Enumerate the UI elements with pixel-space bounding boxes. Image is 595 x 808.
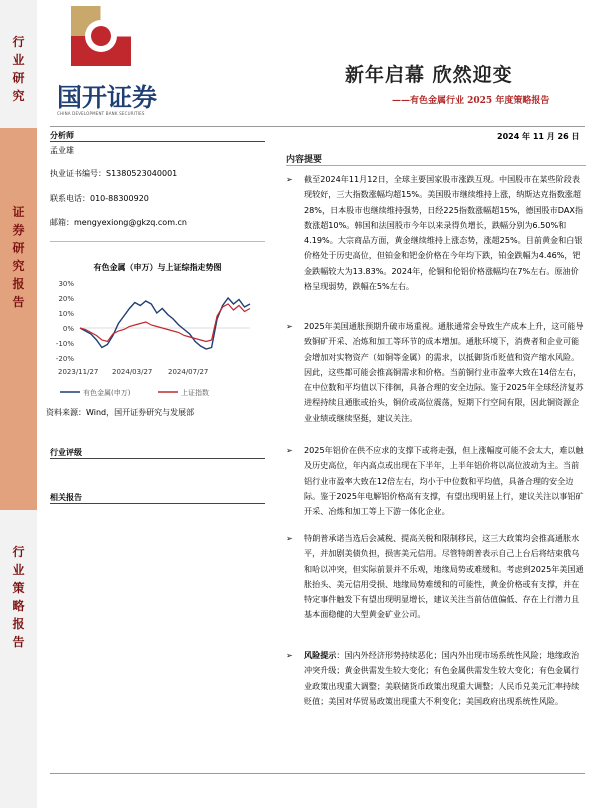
header-divider — [50, 126, 585, 127]
related-underline — [50, 503, 265, 504]
paragraph-text: 2025年美国通胀预期升破市场重视。通胀通常会导致生产成本上升，这可能导致铜矿开采、冶炼和加工等环节的成本增加。通胀环境下，消费者和企业可能会增加对实物资产（如铜等金属）的需求，以抵御货币贬值和资产缩水风险。因此，这些都可能会推高铜需求和价格。当前铜行业市盈率大致在14倍左右，在中位数和平均值以下徘徊，具备合理的安全边际。鉴于2025年全球经济复苏进程持续且通胀或抬头，铜价或高位震荡，短期下行空间有限，因此铜资源企业业绩或继续坚挺，建议关注。 — [304, 321, 584, 423]
summary-heading: 内容提要 — [286, 155, 323, 165]
report-title: 新年启幕 欣然迎变 — [345, 64, 513, 86]
bullet-icon: ➢ — [286, 651, 293, 660]
x-tick-label: 2023/11/27 — [58, 368, 99, 376]
bullet-icon: ➢ — [286, 534, 293, 543]
paragraph-text: 特朗普承诺当选后会减税、提高关税和限制移民，这三大政策均会推高通胀水平，并加剧美债负担，损害美元信用。尽管特朗普表示自己上台后将结束俄乌和哈以冲突，但实际前景并不乐观，地缘局势或难缓和。考虑到2025年美国通胀抬头、美元信用受损、地缘局势难缓和的可能性，黄金价格或有支撑，并在特定事件触发下有望出现明显增长，建议关注当前估值偏低、存在上行潜力且基本面稳健的大型黄金矿业公司。 — [304, 533, 584, 620]
paragraph-text: 2025年铝价在供不应求的支撑下或将走强，但上涨幅度可能不会太大，难以触及历史高位，年内高点或出现在下半年，上半年铝价将以高位波动为主。当前铝行业市盈率大致在12倍左右，均小于中位数和平均值，具备合理的安全边际。鉴于2025年电解铝价格高有支撑，有望出现明显上行，建议关注以事铝矿开采、冶炼和加工等上下游一体化企业。 — [304, 445, 584, 517]
y-tick-label: -10% — [55, 340, 74, 348]
summary-paragraph — [286, 319, 584, 426]
y-tick-label: -20% — [55, 355, 74, 363]
risk-text: ：国内外经济形势持续恶化；国内外出现市场系统性风险；地缘政治冲突升级；黄金供需发生较大变化；有色金属供需发生较大变化；有色金属行业政策出现重大调整；美联储货币政策出现重大调整；人民币兑美元汇率持续贬值；美国对华贸易政策出现重大不利变化；美国政府出现系统性风险。 — [304, 650, 580, 706]
summary-paragraph — [286, 443, 584, 519]
legend-label: 有色金属(申万) — [83, 389, 131, 397]
x-tick-label: 2024/07/27 — [168, 368, 209, 376]
analyst-bottom-line — [50, 241, 265, 242]
y-tick-label: 0% — [62, 325, 74, 333]
chart-title: 有色金属（申万）与上证综指走势图 — [93, 263, 222, 272]
sidebar-label-securities-report: 证 券 研 究 报 告 — [12, 205, 25, 309]
summary-divider — [286, 165, 586, 166]
bullet-icon: ➢ — [286, 175, 293, 184]
legend-label: 上证指数 — [181, 389, 209, 397]
logo-chinese-text: 国开证券 — [57, 83, 157, 112]
rating-heading: 行业评级 — [50, 448, 82, 457]
footer-divider — [50, 773, 585, 774]
sidebar-mid-block — [0, 128, 37, 510]
series-line-sse — [80, 304, 250, 342]
summary-paragraph — [286, 172, 584, 294]
summary-paragraph — [286, 531, 584, 623]
risk-label: 风险提示 — [304, 650, 337, 660]
report-date: 2024 年 11 月 26 日 — [497, 132, 580, 141]
logo-english-text: CHINA DEVELOPMENT BANK SECURITIES — [57, 111, 145, 116]
y-tick-label: 10% — [58, 310, 74, 318]
analyst-phone: 联系电话：010-88300920 — [50, 194, 149, 203]
analyst-name: 孟业雄 — [50, 146, 74, 155]
report-subtitle: ——有色金属行业 2025 年度策略报告 — [392, 96, 550, 106]
related-heading: 相关报告 — [50, 493, 82, 502]
trend-chart — [50, 275, 265, 400]
analyst-heading: 分析师 — [50, 131, 74, 140]
analyst-underline — [50, 141, 265, 142]
sidebar — [0, 0, 37, 808]
company-logo — [57, 6, 157, 114]
paragraph-text: 截至2024年11月12日，全球主要国家股市涨跌互现。中国股市在某些阶段表现较好，三大指数涨幅均超15%。美国股市继续维持上涨，纳斯达克指数涨超28%，日本股市也继续维持强势，日经225指数涨幅超15%，德国股市DAX指数涨超10%。韩国和法国股市今年以来录得负增长，跌幅分别为6.50%和4.19%。大宗商品方面，黄金继续维持上涨态势，涨超25%。目前黄金和白银价格处于历史高位，但铂金和钯金价格在今年均下跌，铂金跌幅为4.46%，钯金跌幅较大为13.83%。2024年，伦铜和伦铝价格涨幅均在7%左右。原油价格呈现弱势，跌幅在5%左右。 — [304, 174, 584, 292]
analyst-cert: 执业证书编号：S1380523040001 — [50, 169, 178, 178]
analyst-email: 邮箱：mengyexiong@gkzq.com.cn — [50, 218, 188, 227]
risk-paragraph — [286, 648, 584, 709]
x-tick-label: 2024/03/27 — [112, 368, 153, 376]
sidebar-label-strategy-report: 行 业 策 略 报 告 — [12, 545, 25, 649]
y-tick-label: 20% — [58, 295, 74, 303]
y-tick-label: 30% — [58, 280, 74, 288]
sidebar-label-industry-research: 行 业 研 究 — [12, 35, 25, 103]
rating-underline — [50, 458, 265, 459]
bullet-icon: ➢ — [286, 322, 293, 331]
chart-source: 资料来源：Wind，国开证券研究与发展部 — [46, 408, 195, 417]
bullet-icon: ➢ — [286, 446, 293, 455]
